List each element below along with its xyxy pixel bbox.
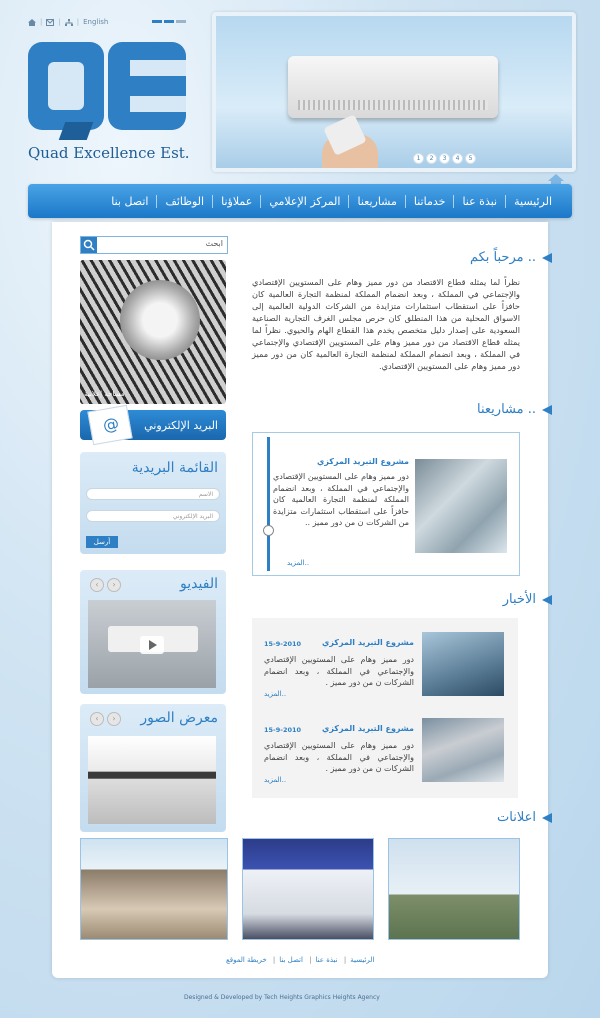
email-banner[interactable] bbox=[80, 410, 226, 440]
video-thumbnail[interactable] bbox=[88, 600, 216, 688]
news-list bbox=[252, 618, 518, 798]
project-title[interactable]: مشروع التبريد المركزي bbox=[316, 457, 409, 466]
news-more-link[interactable]: المزيد.. bbox=[264, 776, 287, 784]
nav-item-clients[interactable]: عملاؤنا bbox=[212, 195, 260, 208]
slide-dot[interactable]: 1 bbox=[413, 153, 424, 164]
slider-pagination bbox=[413, 153, 476, 164]
gallery-box bbox=[80, 704, 226, 832]
mail-icon[interactable] bbox=[46, 19, 54, 26]
play-icon[interactable] bbox=[140, 636, 164, 654]
project-text: دور مميز وهام على المستويين الإقتصادي والإجتماعي في المملكة ، وبعد انضمام المملكة لمنظمة التجارة العالمية كان حافزاً على استقطاب استثمارات متزايدة من الشركات ن من دور مميز .. bbox=[273, 472, 409, 527]
ad-sculpture-image[interactable] bbox=[388, 838, 520, 940]
nav-item-services[interactable]: خدماتنا bbox=[405, 195, 454, 208]
ads-heading bbox=[497, 810, 552, 825]
news-item-text: دور مميز وهام على المستويين الإقتصادي والإجتماعي في المملكة ، وبعد انضمام الشركات ن من دور مميز . bbox=[264, 741, 414, 773]
header-accent-tabs bbox=[152, 20, 186, 23]
footer-credit[interactable]: Designed & Developed by Tech Heights Graphics Heights Agency bbox=[184, 994, 380, 1001]
divider: | bbox=[58, 18, 61, 26]
ad-caption: مساحة إعلانية bbox=[84, 390, 125, 398]
footer-link-about[interactable]: نبذة عنا bbox=[315, 956, 338, 964]
projects-box bbox=[252, 432, 520, 576]
news-item-text: دور مميز وهام على المستويين الإقتصادي والإجتماعي في المملكة ، وبعد انضمام الشركات ن من دور مميز . bbox=[264, 655, 414, 687]
news-item-date: 15-9-2010 bbox=[264, 726, 302, 734]
footer-link-sitemap[interactable]: خريطة الموقع bbox=[226, 956, 267, 964]
projects-title[interactable]: مشاريعنا .. bbox=[477, 402, 536, 417]
nav-item-home[interactable]: الرئيسية bbox=[505, 195, 560, 208]
arrow-icon bbox=[542, 405, 552, 415]
email-banner-label: البريد الإلكتروني bbox=[144, 419, 218, 432]
gallery-title: معرض الصور bbox=[140, 710, 218, 726]
slide-dot[interactable]: 4 bbox=[452, 153, 463, 164]
divider: | bbox=[76, 18, 80, 26]
news-more-link[interactable]: المزيد.. bbox=[264, 690, 287, 698]
chevron-left-icon[interactable]: ‹ bbox=[90, 578, 104, 592]
arrow-icon bbox=[542, 253, 552, 263]
chevron-right-icon[interactable]: › bbox=[107, 578, 121, 592]
nav-item-jobs[interactable]: الوظائف bbox=[156, 195, 212, 208]
slide-dot[interactable]: 3 bbox=[439, 153, 450, 164]
send-button[interactable]: أرسل bbox=[86, 536, 118, 548]
nav-item-about[interactable]: نبذة عنا bbox=[453, 195, 505, 208]
envelope-icon: @ bbox=[87, 405, 132, 445]
ad-refrigeration-units-image[interactable] bbox=[242, 838, 374, 940]
arrow-icon bbox=[542, 595, 552, 605]
ad-space-image[interactable] bbox=[80, 260, 226, 404]
project-image[interactable] bbox=[415, 459, 507, 553]
nav-item-projects[interactable]: مشاريعنا bbox=[348, 195, 404, 208]
welcome-text: نظراً لما يمثله قطاع الاقتصاد من دور مميز وهام على المستويين الإقتصادي والإجتماعي في المملكة ، وبعد انضمام المملكة لمنظمة التجارة العالمية كان حافزاً على استقطاب استثمارات متزايدة من الشركات الدولية العالمية إلى الاسواق المحلية من هذا المنطلق كان حرص مجلس الغرف التجارية الصناعية السعودية على إصدار دليل متخصص يخدم هذا القطاع الهام والحيوي. نظراً لما يمثله قطاع الاقتصاد من دور مميز وهام على المستويين الإقتصادي والإجتماعي في المملكة ، وبعد انضمام المملكة لمنظمة التجارة العالمية كان من دور مميز دور مميز وهام على المستويين الإقتصادي. bbox=[252, 277, 520, 371]
name-field[interactable]: الاسم bbox=[86, 488, 220, 500]
logo-q-mark[interactable] bbox=[28, 42, 104, 130]
arrow-icon bbox=[542, 813, 552, 823]
welcome-heading bbox=[470, 250, 552, 265]
news-image[interactable] bbox=[422, 632, 504, 696]
chevron-left-icon[interactable]: ‹ bbox=[90, 712, 104, 726]
mailing-list-title: القائمة البريدية bbox=[131, 460, 218, 476]
search-icon bbox=[81, 237, 97, 253]
news-item-title[interactable]: مشروع التبريد المركزي bbox=[321, 724, 414, 733]
logo-e-mark[interactable] bbox=[108, 42, 186, 130]
air-conditioner-image bbox=[288, 56, 498, 118]
news-image[interactable] bbox=[422, 718, 504, 782]
search-input[interactable]: ابحث bbox=[205, 239, 223, 248]
brand-name[interactable]: Quad Excellence Est. bbox=[28, 144, 190, 162]
gallery-image[interactable] bbox=[88, 736, 216, 824]
mailing-list-box bbox=[80, 452, 226, 554]
language-link[interactable]: English bbox=[83, 18, 109, 26]
footer-links: الرئيسية| نبذة عنا| اتصل بنا| خريطة الموقع bbox=[226, 956, 375, 964]
news-title: الأخبار bbox=[502, 592, 536, 607]
hero-slider bbox=[212, 12, 576, 172]
video-arrows bbox=[90, 578, 121, 592]
search-box[interactable] bbox=[80, 236, 228, 254]
chevron-right-icon[interactable]: › bbox=[107, 712, 121, 726]
video-title: الفيديو bbox=[180, 576, 218, 592]
slide-dot[interactable]: 5 bbox=[465, 153, 476, 164]
footer-link-home[interactable]: الرئيسية bbox=[350, 956, 375, 964]
sitemap-icon[interactable] bbox=[65, 19, 73, 26]
news-item-date: 15-9-2010 bbox=[264, 640, 302, 648]
home-icon[interactable] bbox=[28, 19, 36, 26]
divider: | bbox=[40, 18, 43, 26]
ad-building-image[interactable] bbox=[80, 838, 228, 940]
slide-dot[interactable]: 2 bbox=[426, 153, 437, 164]
news-heading bbox=[503, 592, 552, 607]
footer-link-contact[interactable]: اتصل بنا bbox=[279, 956, 303, 964]
projects-scroll-track[interactable] bbox=[267, 437, 270, 571]
search-button[interactable] bbox=[81, 237, 97, 253]
ads-title: اعلانات bbox=[497, 810, 536, 825]
nav-item-contact[interactable]: اتصل بنا bbox=[111, 194, 149, 208]
projects-heading bbox=[477, 402, 552, 417]
welcome-title: مرحباً بكم .. bbox=[469, 250, 536, 265]
nav-item-media-center[interactable]: المركز الإعلامي bbox=[260, 195, 348, 208]
project-more-link[interactable]: المزيد.. bbox=[287, 559, 310, 567]
top-utility-bar bbox=[28, 18, 108, 26]
gallery-arrows bbox=[90, 712, 121, 726]
main-navigation bbox=[28, 184, 572, 218]
video-box bbox=[80, 570, 226, 694]
news-item-title[interactable]: مشروع التبريد المركزي bbox=[321, 638, 414, 647]
email-field[interactable]: البريد الإلكتروني bbox=[86, 510, 220, 522]
